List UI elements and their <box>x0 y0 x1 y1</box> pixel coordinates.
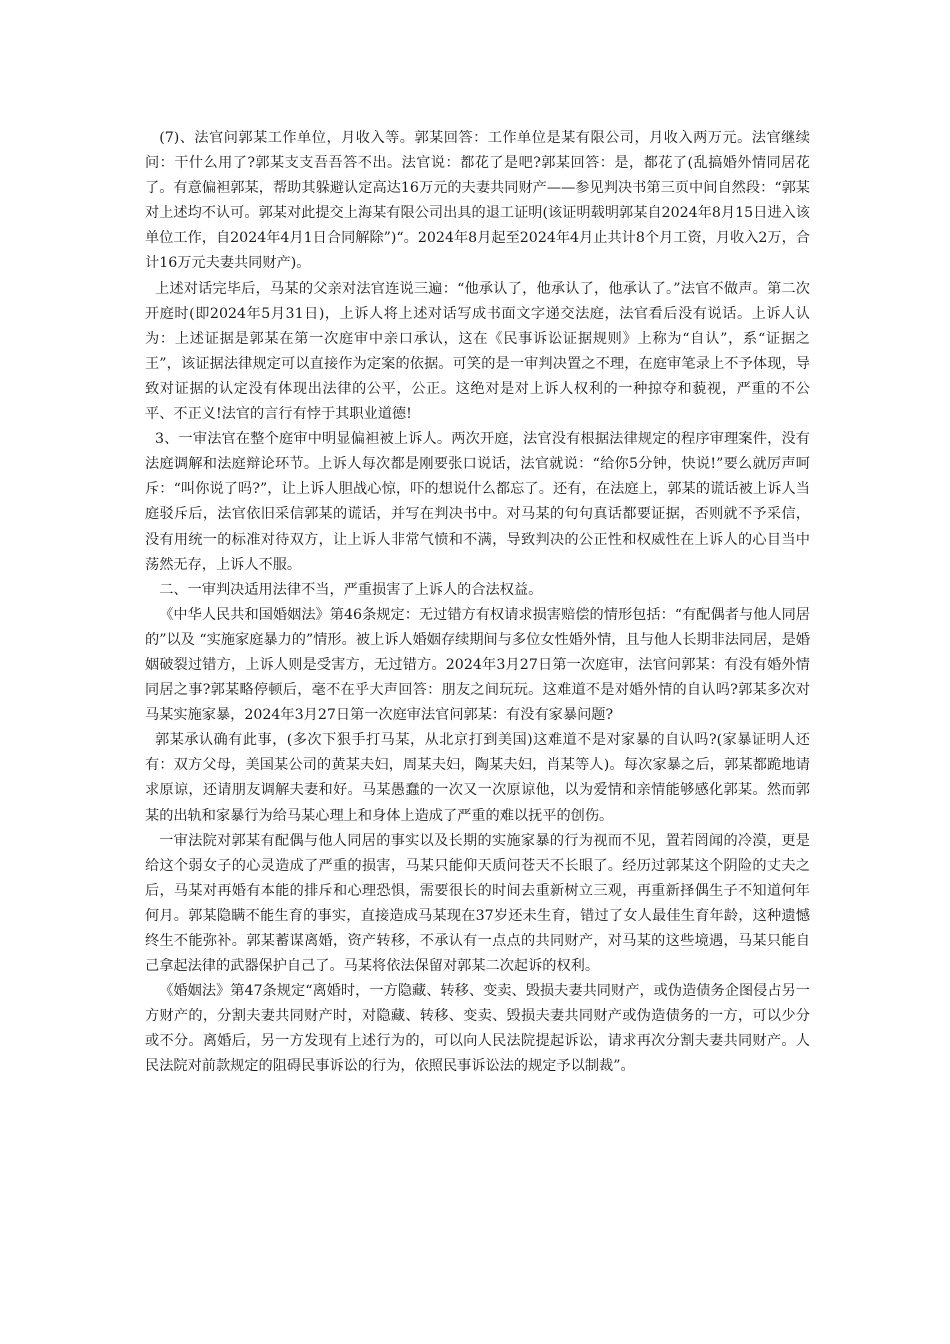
paragraph-marriage-law-article-47: 《婚姻法》第47条规定“离婚时，一方隐藏、转移、变卖、毁损夫妻共同财产，或伪造债务企图侵占另一方财产的，分割夫妻共同财产时，对隐藏、转移、变卖、毁损夫妻共同财产或伪造债务的一方，可以少分或不分。离婚后，另一方发现有上述行为的，可以向人民法院提起诉讼，请求再次分割夫妻共同财产。人民法院对前款规定的阻碍民事诉讼的行为，依照民事诉讼法的规定予以制裁”。 <box>145 983 810 1075</box>
paragraph-court-indifference: 一审法院对郭某有配偶与他人同居的事实以及长期的实施家暴的行为视而不见，置若罔闻的冷漠，更是给这个弱女子的心灵造成了严重的损害，马某只能仰天质问苍天不长眼了。经历过郭某这个阴险的丈夫之后，马某对再婚有本能的排斥和心理恐惧，需要很长的时间去重新树立三观，再重新择偶生子不知道何年何月。郭某隐瞒不能生育的事实，直接造成马某现在37岁还未生育，错过了女人最佳生育年龄，这种遗憾终生不能弥补。郭某蓄谋离婚，资产转移，不承认有一点点的共同财产，对马某的这些境遇，马某只能自己拿起法律的武器保护自己了。马某将依法保留对郭某二次起诉的权利。 <box>145 832 810 975</box>
paragraph-judge-questions-income: (7)、法官问郭某工作单位，月收入等。郭某回答：工作单位是某有限公司，月收入两万元。法官继续问：干什么用了?郭某支支吾吾答不出。法官说：都花了是吧?郭某回答：是，都花了(乱搞婚外情同居花了。有意偏袒郭某，帮助其躲避认定高达16万元的夫妻共同财产——参见判决书第三页中间自然段：“郭某对上述均不认可。郭某对此提交上海某有限公司出具的退工证明(该证明载明郭某自2024年8月15日进入该单位工作，自2024年4月1日合同解除”)“。2024年8月起至2024年4月止共计8个月工资，月收入2万，合计16万元夫妻共同财产)。 <box>145 130 810 272</box>
paragraph-marriage-law-article-46: 《中华人民共和国婚姻法》第46条规定：无过错方有权请求损害赔偿的情形包括：“有配偶者与他人同居的”以及 “实施家庭暴力的”情形。被上诉人婚姻存续期间与多位女性婚外情，且与他人长期非法同居，是婚姻破裂过错方，上诉人则是受害方，无过错方。2024年3月27日第一次庭审，法官问郭某：有没有婚外情同居之事?郭某略停顿后，毫不在乎大声回答：朋友之间玩玩。这难道不是对婚外情的自认吗?郭某多次对马某实施家暴，2024年3月27日第一次庭审法官问郭某：有没有家暴问题? <box>145 606 810 724</box>
paragraph-father-repeats-admission: 上述对话完毕后，马某的父亲对法官连说三遍：“他承认了，他承认了，他承认了。”法官不做声。第二次开庭时(即2024年5月31日)，上诉人将上述对话写成书面文字递交法庭，法官看后没有说话。上诉人认为：上述证据是郭某在第一次庭审中亲口承认，这在《民事诉讼证据规则》上称为“自认”，系“证据之王”，该证据法律规定可以直接作为定案的依据。可笑的是一审判决置之不理，在庭审笔录上不予体现，导致对证据的认定没有体现出法律的公平，公正。这绝对是对上诉人权利的一种掠夺和藐视，严重的不公平、不正义!法官的言行有悖于其职业道德! <box>145 280 810 423</box>
section-heading-law-application: 二、一审判决适用法律不当，严重损害了上诉人的合法权益。 <box>159 581 543 598</box>
paragraph-judge-bias: 3、一审法官在整个庭审中明显偏袒被上诉人。两次开庭，法官没有根据法律规定的程序审理案件，没有法庭调解和法庭辩论环节。上诉人每次都是刚要张口说话，法官就说：“给你5分钟，快说!”要么就厉声呵斥：“叫你说了吗?”，让上诉人胆战心惊，吓的想说什么都忘了。还有，在法庭上，郭某的谎话被上诉人当庭驳斥后，法官依旧采信郭某的谎话，并写在判决书中。对马某的句句真话都要证据，否则就不予采信，没有用统一的标准对待双方，让上诉人非常气愤和不满，导致判决的公正性和权威性在上诉人的心目当中荡然无存，上诉人不服。 <box>145 431 810 573</box>
paragraph-domestic-violence-admission: 郭某承认确有此事，(多次下狠手打马某，从北京打到美国)这难道不是对家暴的自认吗?(家暴证明人还有：双方父母，美国某公司的黄某夫妇，周某夫妇，陶某夫妇，肖某等人)。每次家暴之后，郭某都跪地请求原谅，还请朋友调解夫妻和好。马某愚蠢的一次又一次原谅他，以为爱情和亲情能够感化郭某。然而郭某的出轨和家暴行为给马某心理上和身体上造成了严重的难以抚平的创伤。 <box>145 732 810 824</box>
document-body <box>145 126 810 1080</box>
